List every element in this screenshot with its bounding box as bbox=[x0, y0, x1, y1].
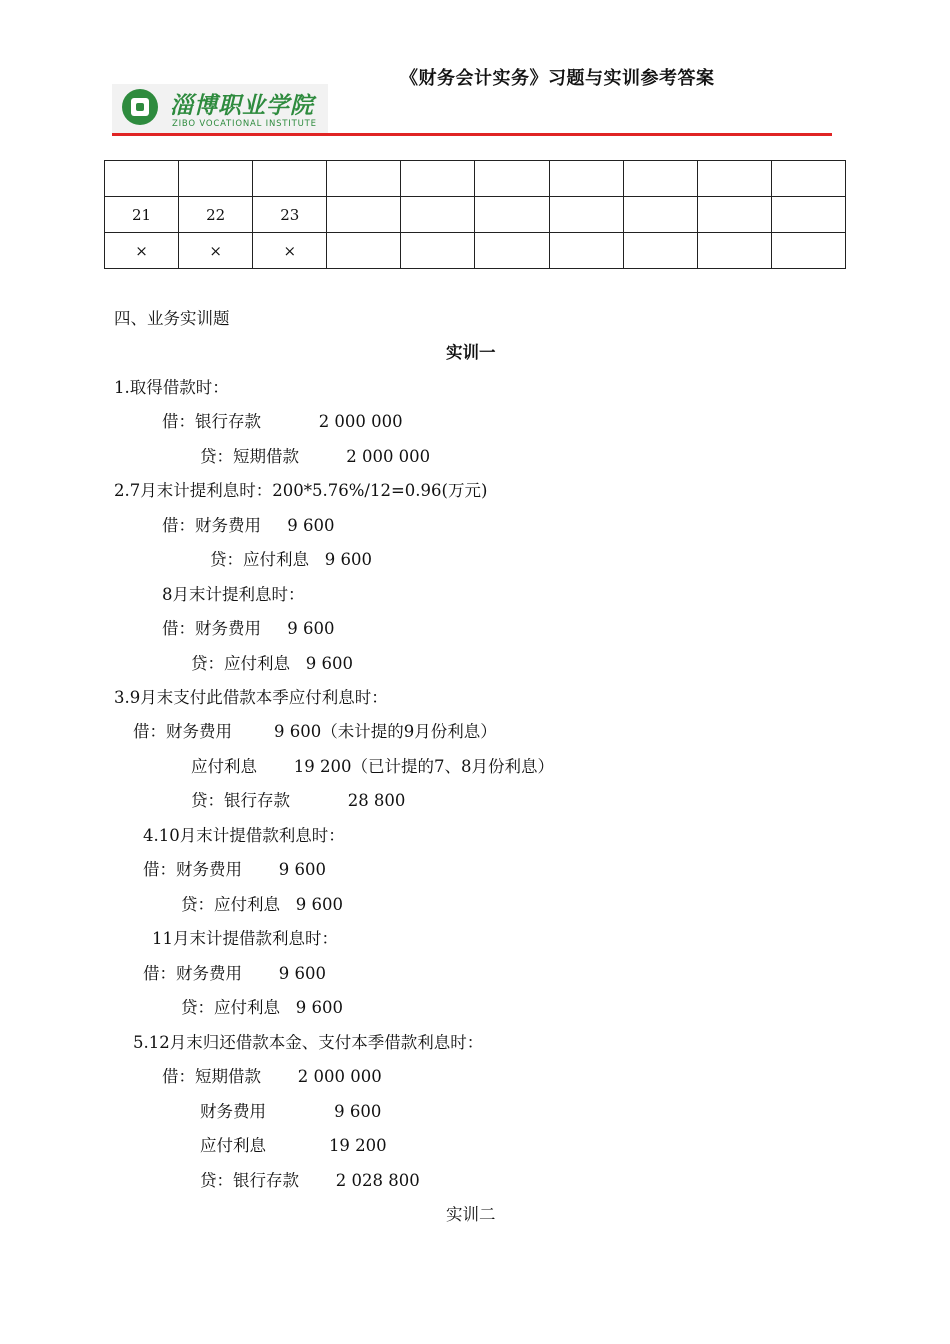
table-cell bbox=[475, 197, 549, 233]
table-cell bbox=[549, 197, 623, 233]
text-line: 借：短期借款 2 000 000 bbox=[162, 1067, 382, 1086]
table-cell bbox=[771, 197, 845, 233]
header-divider bbox=[112, 133, 832, 136]
text-line: 4.10月末计提借款利息时： bbox=[143, 826, 345, 845]
table-cell bbox=[327, 233, 401, 269]
table-cell: 23 bbox=[253, 197, 327, 233]
text-line: 应付利息 19 200（已计提的7、8月份利息） bbox=[191, 757, 554, 776]
table-cell bbox=[549, 161, 623, 197]
text-line: 借：财务费用 9 600 bbox=[162, 516, 335, 535]
text-line: 应付利息 19 200 bbox=[200, 1136, 387, 1155]
answer-table bbox=[104, 160, 846, 269]
table-cell bbox=[623, 197, 697, 233]
text-line: 1.取得借款时： bbox=[114, 378, 229, 397]
table-cell bbox=[697, 197, 771, 233]
table-cell bbox=[105, 161, 179, 197]
table-cell: × bbox=[179, 233, 253, 269]
text-line: 贷：应付利息 9 600 bbox=[181, 895, 343, 914]
table-cell bbox=[401, 161, 475, 197]
text-line: 2.7月末计提利息时：200*5.76%/12=0.96(万元) bbox=[114, 481, 488, 500]
text-line: 11月末计提借款利息时： bbox=[152, 929, 338, 948]
text-line: 贷：银行存款 2 028 800 bbox=[200, 1171, 420, 1190]
table-cell bbox=[623, 233, 697, 269]
text-line: 3.9月末支付此借款本季应付利息时： bbox=[114, 688, 388, 707]
table-cell bbox=[401, 233, 475, 269]
text-line: 贷：应付利息 9 600 bbox=[181, 998, 343, 1017]
text-line: 借：财务费用 9 600 bbox=[162, 619, 335, 638]
text-line: 贷：短期借款 2 000 000 bbox=[200, 447, 431, 466]
table-cell bbox=[253, 161, 327, 197]
school-emblem-icon bbox=[122, 89, 158, 125]
table-cell bbox=[549, 233, 623, 269]
logo-chinese-name: 淄博职业学院 bbox=[170, 93, 314, 119]
table-row bbox=[105, 233, 846, 269]
text-line: 借：财务费用 9 600（未计提的9月份利息） bbox=[133, 722, 497, 741]
table-cell bbox=[771, 161, 845, 197]
heading-training-2: 实训二 bbox=[446, 1205, 496, 1224]
table-row bbox=[105, 197, 846, 233]
school-logo bbox=[112, 84, 328, 134]
table-cell: 22 bbox=[179, 197, 253, 233]
table-cell bbox=[327, 161, 401, 197]
text-line: 借：银行存款 2 000 000 bbox=[162, 412, 403, 431]
text-line: 5.12月末归还借款本金、支付本季借款利息时： bbox=[133, 1033, 484, 1052]
table-cell bbox=[623, 161, 697, 197]
heading-training-1: 实训一 bbox=[446, 343, 496, 362]
text-line: 贷：应付利息 9 600 bbox=[210, 550, 372, 569]
text-line: 财务费用 9 600 bbox=[200, 1102, 382, 1121]
document-header-title: 《财务会计实务》习题与实训参考答案 bbox=[400, 68, 715, 89]
section-title: 四、业务实训题 bbox=[114, 309, 230, 328]
table-cell bbox=[697, 161, 771, 197]
table-row bbox=[105, 161, 846, 197]
table-cell: × bbox=[105, 233, 179, 269]
table-cell: × bbox=[253, 233, 327, 269]
table-cell: 21 bbox=[105, 197, 179, 233]
table-cell bbox=[697, 233, 771, 269]
text-line: 8月末计提利息时： bbox=[162, 585, 305, 604]
text-line: 贷：应付利息 9 600 bbox=[191, 654, 353, 673]
logo-english-name: ZIBO VOCATIONAL INSTITUTE bbox=[172, 119, 317, 129]
table-cell bbox=[401, 197, 475, 233]
text-line: 借：财务费用 9 600 bbox=[143, 860, 326, 879]
table-cell bbox=[475, 161, 549, 197]
table-cell bbox=[771, 233, 845, 269]
text-line: 贷：银行存款 28 800 bbox=[191, 791, 406, 810]
table-cell bbox=[179, 161, 253, 197]
table-cell bbox=[327, 197, 401, 233]
table-cell bbox=[475, 233, 549, 269]
text-line: 借：财务费用 9 600 bbox=[143, 964, 326, 983]
